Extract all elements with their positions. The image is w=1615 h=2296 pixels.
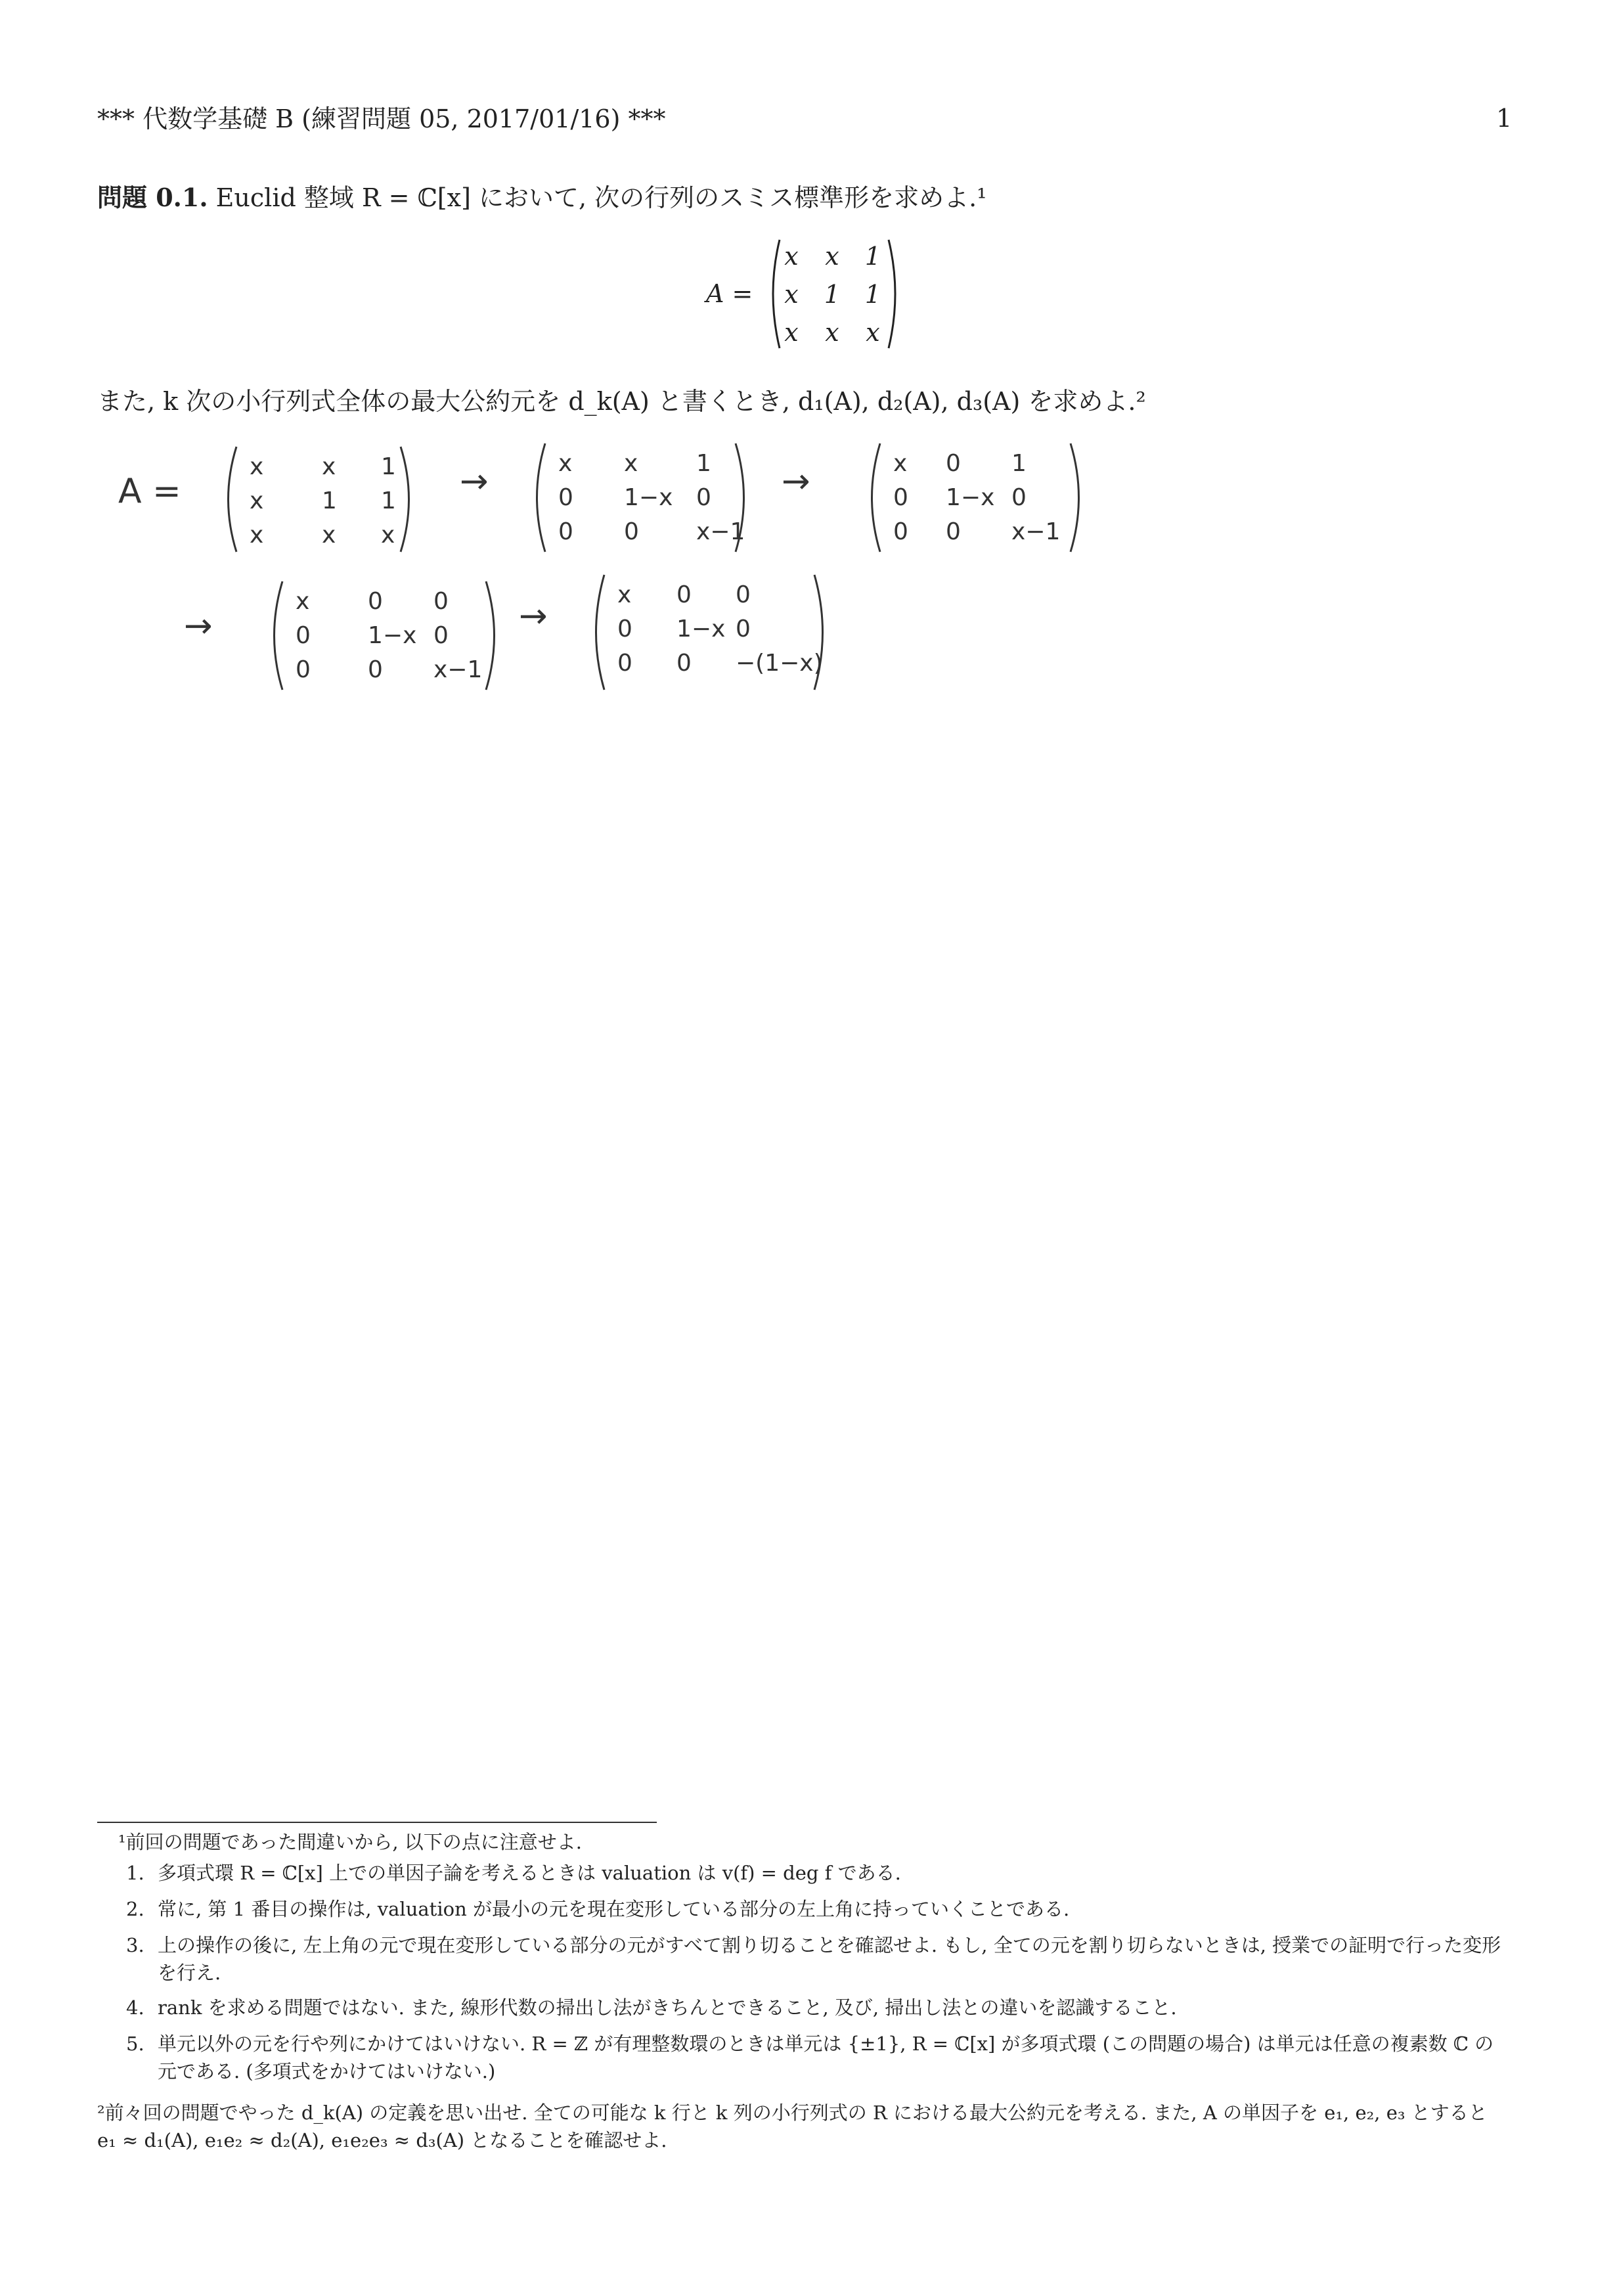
hand-matrix-entry: 0 xyxy=(676,581,692,608)
hand-matrix-entry: 0 xyxy=(624,518,639,545)
footnote-item-text: rank を求める問題ではない. また, 線形代数の掃出し法がきちんとできること, 及び, 掃出し法との違いを認識すること. xyxy=(158,1996,1177,2019)
matrix-cell: x xyxy=(825,242,839,271)
hand-matrix-entry: 1−x xyxy=(676,616,726,642)
hand-matrix-entry: 0 xyxy=(617,650,632,677)
hand-arrow-3: → xyxy=(184,606,213,646)
hand-matrix-entry: 0 xyxy=(1011,484,1027,511)
hand-matrix-entry: 1 xyxy=(381,453,396,480)
hand-matrix-entry: 0 xyxy=(946,450,961,477)
hand-matrix-entry: x xyxy=(617,581,632,608)
hand-matrix-entry: x xyxy=(624,450,638,477)
hand-matrix-entry: 0 xyxy=(433,588,449,615)
hand-arrow-2: → xyxy=(782,462,810,501)
hand-matrix-entry: 1 xyxy=(696,450,711,477)
hand-bracket-left xyxy=(872,443,881,552)
footnote-item-text: 常に, 第 1 番目の操作は, valuation が最小の元を現在変形している部分の左上角に持っていくことである. xyxy=(158,1898,1070,1920)
footnote-item-number: 5. xyxy=(126,2033,144,2055)
footnote-1-intro: ¹前回の問題であった間違いから, 以下の点に注意せよ. xyxy=(118,1831,582,1853)
footnote-2: ²前々回の問題でやった d_k(A) の定義を思い出せ. 全ての可能な k 行と k 列の小行列式の R における最大公約元を考える. また, A の単因子を e₁, e₂, e₃ とすると e₁ ≈ d₁(A), e₁e₂ ≈ d₂(A), e₁e₂e₃ ≈ d₃(A) となることを確認せよ. xyxy=(97,2102,1488,2151)
hand-matrix-entry: x xyxy=(322,453,336,480)
matrix-lhs: A = xyxy=(706,279,753,308)
hand-matrix-entry: 0 xyxy=(946,518,961,545)
footnote-rule xyxy=(97,1822,657,1823)
hand-bracket-left xyxy=(537,443,546,552)
footnote-item-text: 上の操作の後に, 左上角の元で現在変形している部分の元がすべて割り切ることを確認せよ. もし, 全ての元を割り切らないときは, 授業での証明で行った変形を行え. xyxy=(158,1934,1501,1984)
hand-matrix-entry: 1−x xyxy=(624,484,673,511)
problem-statement2: また, k 次の小行列式全体の最大公約元を d_k(A) と書くとき, d₁(A), d₂(A), d₃(A) を求めよ.² xyxy=(97,387,1146,416)
matrix-cell: x xyxy=(784,242,799,271)
hand-matrix-entry: 0 xyxy=(676,650,692,677)
hand-bracket-right xyxy=(486,581,495,690)
matrix-cell: x xyxy=(866,318,880,347)
problem-line xyxy=(97,177,986,214)
hand-matrix-entry: 0 xyxy=(296,656,311,683)
hand-matrix-entry: x−1 xyxy=(1011,518,1061,545)
hand-matrix-entry: 0 xyxy=(893,484,908,511)
problem-statement: Euclid 整域 R = ℂ[x] において, 次の行列のスミス標準形を求めよ.¹ xyxy=(215,183,987,212)
hand-matrix-entry: 0 xyxy=(617,616,632,642)
hand-matrix-entry: 0 xyxy=(296,622,311,649)
hand-matrix-entry: x xyxy=(296,588,310,615)
hand-bracket-left xyxy=(596,575,605,690)
matrix-cell: 1 xyxy=(864,280,881,309)
hand-matrix-entry: x−1 xyxy=(696,518,745,545)
footnote-item-text: 多項式環 R = ℂ[x] 上での単因子論を考えるときは valuation は v(f) = deg f である. xyxy=(158,1862,901,1884)
problem-label: 問題 0.1. xyxy=(97,183,208,212)
hand-matrix-entry: 0 xyxy=(736,616,751,642)
hand-matrix-entry: −(1−x) xyxy=(736,650,823,677)
hand-matrix-entry: 0 xyxy=(696,484,711,511)
matrix-cell: 1 xyxy=(824,280,841,309)
hand-matrix-entry: 0 xyxy=(368,588,383,615)
footnote-item-text: 単元以外の元を行や列にかけてはいけない. R = ℤ が有理整数環のときは単元は {±1}, R = ℂ[x] が多項式環 (この問題の場合) は単元は任意の複素数 ℂ の元である. (多項式をかけてはいけない.) xyxy=(158,2033,1494,2082)
hand-matrix-entry: 1−x xyxy=(946,484,995,511)
footnote-item-number: 4. xyxy=(126,1996,144,2019)
header-title: *** 代数学基礎 B (練習問題 05, 2017/01/16) *** xyxy=(97,104,666,133)
matrix-cell: x xyxy=(784,318,799,347)
hand-arrow-4: → xyxy=(519,597,548,636)
hand-matrix-entry: 1 xyxy=(381,487,396,514)
matrix-cell: x xyxy=(784,280,799,309)
hand-bracket-right xyxy=(401,447,409,552)
hand-matrix-entry: x xyxy=(250,487,264,514)
hand-matrix-entry: x xyxy=(322,522,336,549)
hand-matrix-entry: 0 xyxy=(368,656,383,683)
hand-matrix-entry: x xyxy=(250,522,264,549)
footnote-item-number: 2. xyxy=(126,1898,144,1920)
hand-matrix-entry: 0 xyxy=(433,622,449,649)
hand-matrix-entry: 1−x xyxy=(368,622,417,649)
footnote-item-number: 1. xyxy=(126,1862,144,1884)
matrix-cell: 1 xyxy=(864,242,881,271)
hand-matrix-entry: 0 xyxy=(736,581,751,608)
hand-matrix-entry: x xyxy=(893,450,908,477)
hand-matrix-entry: x−1 xyxy=(433,656,483,683)
hand-matrix-entry: 0 xyxy=(893,518,908,545)
hand-matrix-entry: x xyxy=(250,453,264,480)
hand-arrow-1: → xyxy=(460,462,489,501)
footnote-item-number: 3. xyxy=(126,1934,144,1956)
hand-matrix-entry: 1 xyxy=(322,487,337,514)
hand-matrix-entry: 1 xyxy=(1011,450,1027,477)
hand-bracket-left xyxy=(229,447,237,552)
hand-bracket-right xyxy=(1071,443,1079,552)
page-number: 1 xyxy=(1496,104,1513,133)
hand-lhs: A = xyxy=(118,472,181,511)
hand-bracket-left xyxy=(275,581,283,690)
hand-matrix-entry: 0 xyxy=(558,484,573,511)
hand-matrix-entry: 0 xyxy=(558,518,573,545)
matrix-cell: x xyxy=(825,318,839,347)
hand-matrix-entry: x xyxy=(558,450,573,477)
hand-matrix-entry: x xyxy=(381,522,395,549)
handwritten-work xyxy=(0,420,1615,716)
